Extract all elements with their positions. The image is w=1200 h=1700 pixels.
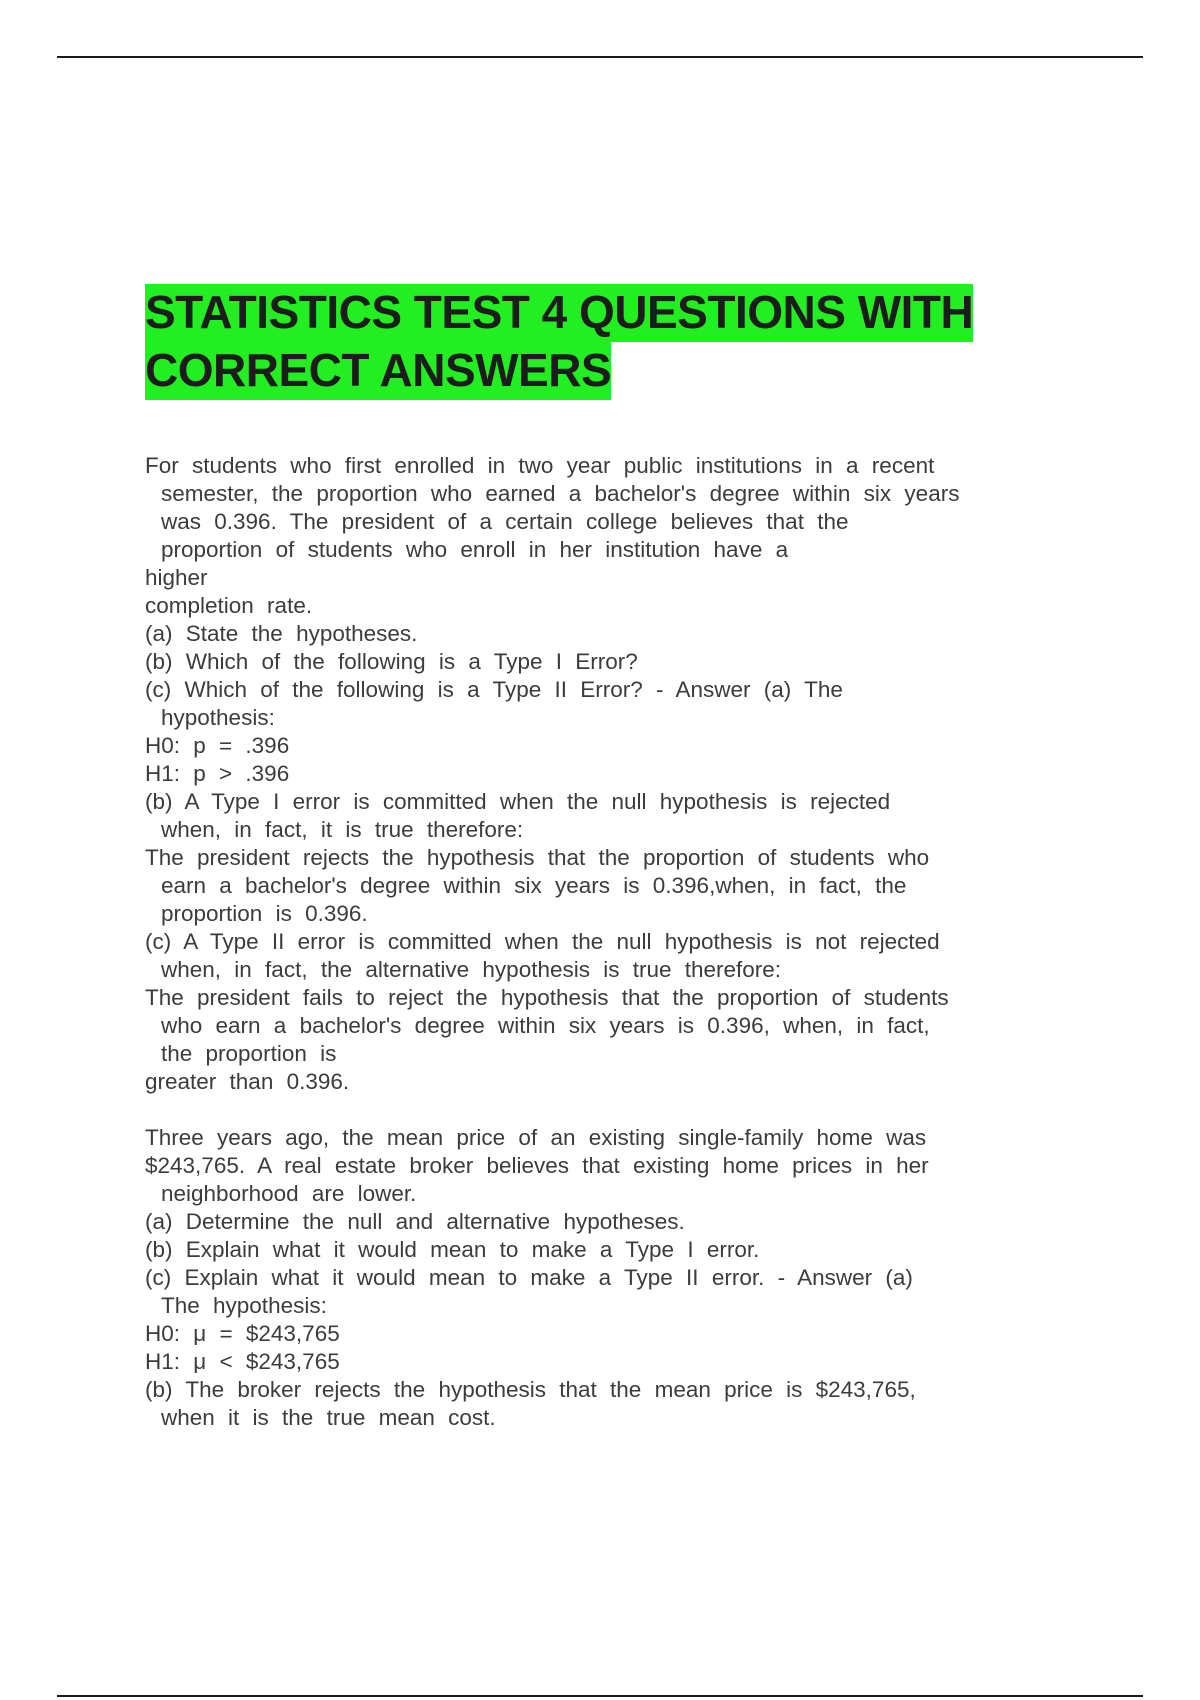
footer-rule bbox=[57, 1695, 1143, 1697]
text-line: H0: p = .396 bbox=[145, 733, 290, 758]
text-line: (a) State the hypotheses. bbox=[145, 621, 418, 646]
paragraph-gap bbox=[145, 1096, 1085, 1124]
text-line: when, in fact, the alternative hypothesis is true therefore: bbox=[161, 957, 782, 982]
document-title bbox=[145, 284, 1045, 400]
question-block-1 bbox=[145, 452, 1085, 1096]
text-line: (b) A Type I error is committed when the null hypothesis is rejected bbox=[145, 789, 891, 814]
text-line: was 0.396. The president of a certain college believes that the bbox=[161, 509, 849, 534]
question-block-2 bbox=[145, 1124, 1085, 1432]
header-rule bbox=[57, 56, 1143, 58]
text-line: For students who first enrolled in two year public institutions in a recent bbox=[145, 453, 935, 478]
text-line: completion rate. bbox=[145, 593, 313, 618]
text-line: (c) Explain what it would mean to make a Type II error. - Answer (a) bbox=[145, 1265, 913, 1290]
text-line: (b) Explain what it would mean to make a Type I error. bbox=[145, 1237, 760, 1262]
text-line: (b) Which of the following is a Type I Error? bbox=[145, 649, 638, 674]
text-line: earn a bachelor's degree within six years is 0.396,when, in fact, the bbox=[161, 873, 907, 898]
text-line: H1: p > .396 bbox=[145, 761, 290, 786]
text-line: neighborhood are lower. bbox=[161, 1181, 417, 1206]
text-line: H0: μ = $243,765 bbox=[145, 1321, 340, 1346]
text-line: H1: μ < $243,765 bbox=[145, 1349, 340, 1374]
title-line-1: STATISTICS TEST 4 QUESTIONS WITH bbox=[145, 284, 973, 342]
text-line: (a) Determine the null and alternative hypotheses. bbox=[145, 1209, 685, 1234]
text-line: $243,765. A real estate broker believes that existing home prices in her bbox=[145, 1153, 929, 1178]
text-line: who earn a bachelor's degree within six years is 0.396, when, in fact, bbox=[161, 1013, 930, 1038]
text-line: the proportion is bbox=[161, 1041, 337, 1066]
document-body bbox=[145, 452, 1085, 1432]
text-line: semester, the proportion who earned a bachelor's degree within six years bbox=[161, 481, 960, 506]
text-line: when it is the true mean cost. bbox=[161, 1405, 496, 1430]
text-line: greater than 0.396. bbox=[145, 1069, 350, 1094]
text-line: hypothesis: bbox=[161, 705, 275, 730]
text-line: when, in fact, it is true therefore: bbox=[161, 817, 524, 842]
text-line: Three years ago, the mean price of an existing single-family home was bbox=[145, 1125, 927, 1150]
text-line: The hypothesis: bbox=[161, 1293, 327, 1318]
text-line: (c) A Type II error is committed when the null hypothesis is not rejected bbox=[145, 929, 940, 954]
text-line: The president fails to reject the hypothesis that the proportion of students bbox=[145, 985, 949, 1010]
text-line: proportion of students who enroll in her institution have a bbox=[161, 537, 789, 562]
text-line: proportion is 0.396. bbox=[161, 901, 368, 926]
title-line-2: CORRECT ANSWERS bbox=[145, 342, 611, 400]
text-line: (c) Which of the following is a Type II Error? - Answer (a) The bbox=[145, 677, 843, 702]
text-line: (b) The broker rejects the hypothesis that the mean price is $243,765, bbox=[145, 1377, 916, 1402]
text-line: The president rejects the hypothesis that the proportion of students who bbox=[145, 845, 930, 870]
text-line: higher bbox=[145, 565, 208, 590]
